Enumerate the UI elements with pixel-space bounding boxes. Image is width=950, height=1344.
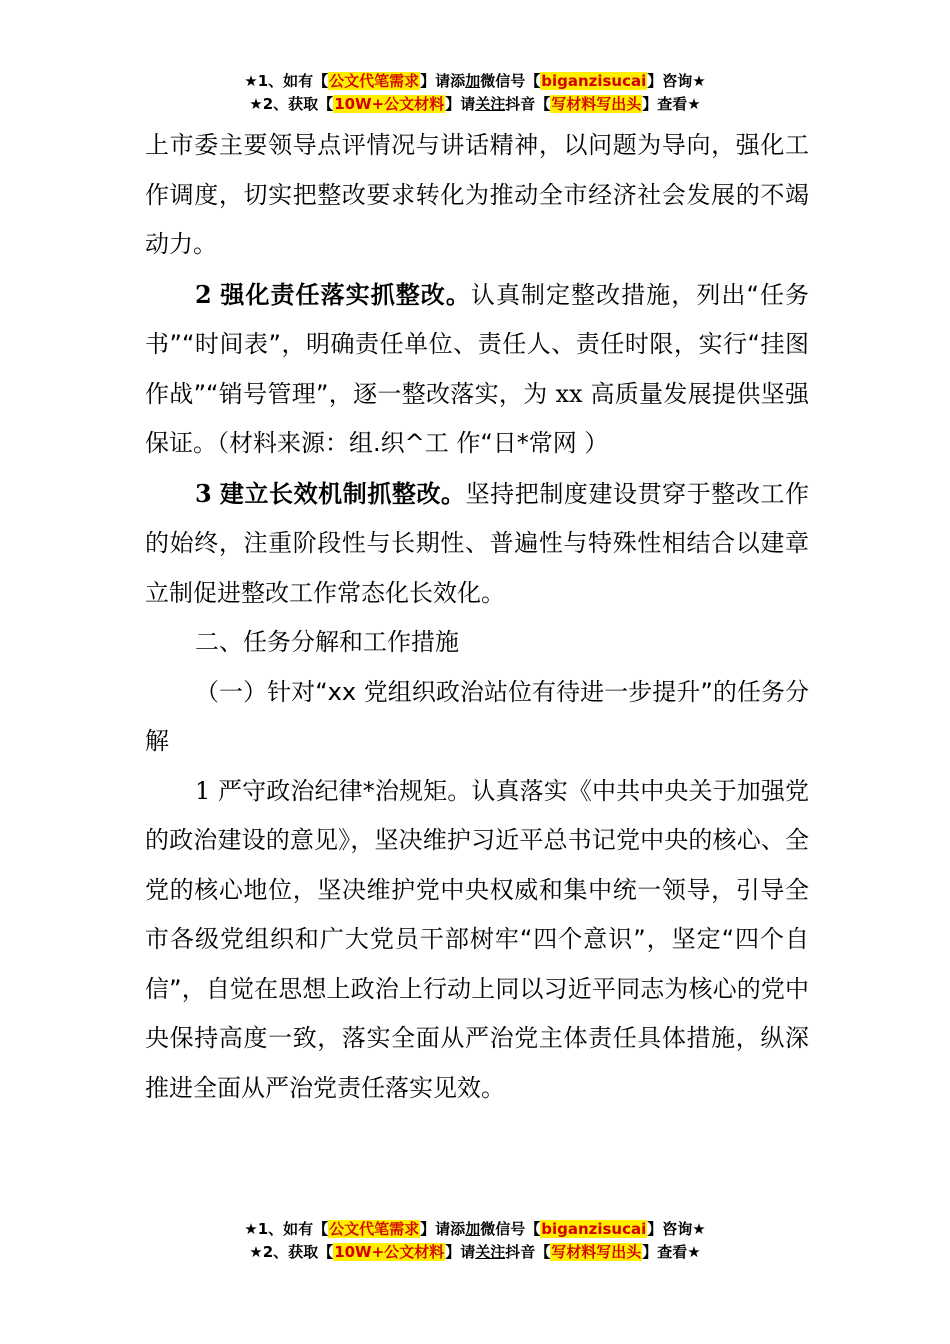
item-text-xx: xx — [555, 379, 583, 408]
banner-line-1 — [0, 70, 950, 93]
banner-highlight: 写材料写出头 — [551, 1243, 642, 1261]
banner-text: 微信号【 — [480, 72, 541, 90]
banner-text: 】请添 — [420, 1220, 466, 1238]
document-body — [145, 121, 809, 1113]
banner-highlight: 公文代笔需求 — [329, 1220, 420, 1238]
item-heading: 强化责任落实抓整改。 — [220, 280, 471, 309]
item-text: 坚持把制度建设贯穿于整改工作的始终，注重阶段性与长期性、普遍性与特殊性相结合以建章立制促进整改工作常态化长效化。 — [145, 479, 810, 607]
banner-text: 微信号【 — [480, 1220, 541, 1238]
banner-underline: 加 — [465, 72, 481, 90]
item-number: 3 — [195, 478, 212, 508]
banner-underline: 关注 — [475, 1243, 506, 1261]
item-number: 2 — [195, 279, 212, 309]
banner-highlight: biganzisucai — [541, 72, 647, 90]
header-banner — [0, 70, 950, 116]
banner-text: ★2、获取【 — [249, 1243, 334, 1261]
banner-line-2 — [0, 93, 950, 116]
banner-line-1 — [0, 1218, 950, 1241]
banner-highlight: 写材料写出头 — [551, 95, 642, 113]
section-heading: 二、任务分解和工作措施 — [195, 628, 459, 656]
banner-text: ★1、如有【 — [244, 72, 329, 90]
item-text: 严守政治纪律*治规矩。认真落实《中共中央关于加强党的政治建设的意见》，坚决维护习近平总书记党中央的核心、全党的核心地位，坚决维护党中央权威和集中统一领导，引导全市各级党组织和广大党员干部树牢“四个意识”，坚定“四个自信”，自觉在思想上政治上行动上同以习近平同志为核心的党中央保持高度一致，落实全面从严治党主体责任具体措施，纵深推进全面从严治党责任落实见效。 — [145, 776, 810, 1102]
banner-text: 抖音【 — [505, 95, 551, 113]
item-heading: 建立长效机制抓整改。 — [219, 479, 466, 508]
banner-text: 】咨询★ — [647, 72, 706, 90]
paragraph-item-2 — [145, 270, 809, 469]
banner-text: 】咨询★ — [647, 1220, 706, 1238]
banner-highlight: biganzisucai — [541, 1220, 647, 1238]
banner-text: 】请添 — [420, 72, 466, 90]
banner-text: ★2、获取【 — [249, 95, 334, 113]
banner-highlight: 10W+公文材料 — [334, 95, 445, 113]
banner-text: 抖音【 — [505, 1243, 551, 1261]
subsection-heading: （一）针对“xx 党组织政治站位有待进一步提升”的任务分解 — [145, 677, 809, 755]
banner-text: ★1、如有【 — [244, 1220, 329, 1238]
banner-text: 】请 — [445, 95, 476, 113]
paragraph-item-1 — [145, 767, 809, 1114]
banner-underline: 加 — [465, 1220, 481, 1238]
item-number: 1 — [195, 776, 211, 805]
paragraph-item-3 — [145, 469, 809, 619]
banner-underline: 关注 — [475, 95, 506, 113]
banner-line-2 — [0, 1241, 950, 1264]
item-text: 高质量发展提供坚强保证。（材料来源：组.织^工 作“日*常网 ） — [145, 379, 809, 457]
footer-banner — [0, 1218, 950, 1264]
banner-text: 】查看★ — [642, 95, 701, 113]
item-text: 认真制定整改措施，列出“任务书”“时间表”，明确责任单位、责任人、责任时限，实行“挂图作战”“销号管理”，逐一整改落实，为 — [145, 280, 809, 408]
banner-text: 】请 — [445, 1243, 476, 1261]
paragraph-continued: 上市委主要领导点评情况与讲话精神，以问题为导向，强化工作调度，切实把整改要求转化为推动全市经济社会发展的不竭动力。 — [145, 131, 809, 258]
banner-text: 】查看★ — [642, 1243, 701, 1261]
banner-highlight: 公文代笔需求 — [329, 72, 420, 90]
banner-highlight: 10W+公文材料 — [334, 1243, 445, 1261]
